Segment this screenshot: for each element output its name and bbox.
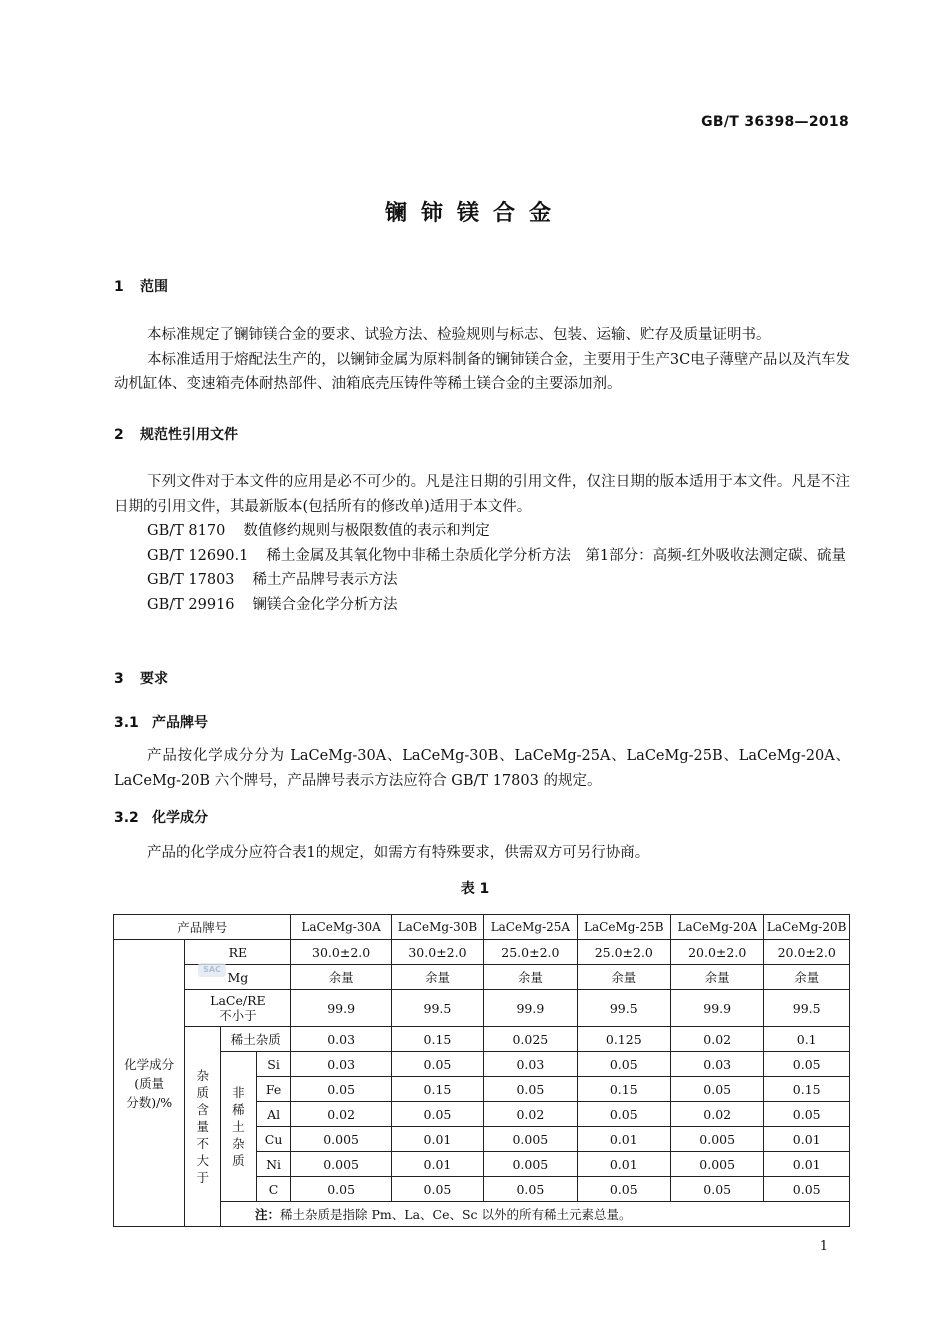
- row-label: Cu: [256, 1127, 291, 1152]
- cell: 0.05: [577, 1052, 670, 1077]
- label-line: 不小于: [219, 1008, 257, 1023]
- cell: 0.15: [577, 1077, 670, 1102]
- cell: 20.0±2.0: [670, 940, 763, 965]
- reference-title: 稀土金属及其氧化物中非稀土杂质化学分析方法 第1部分：高频-红外吸收法测定碳、硫量: [266, 547, 846, 564]
- section-number: 3.2: [114, 810, 139, 826]
- row-label: [185, 990, 291, 1027]
- composition-group-label: [114, 940, 185, 1227]
- cell: 0.15: [764, 1077, 850, 1102]
- cell: 0.01: [391, 1152, 483, 1177]
- cell: 0.05: [577, 1102, 670, 1127]
- cell: 30.0±2.0: [291, 940, 391, 965]
- label-char: 不: [196, 1136, 209, 1151]
- reference-item: [114, 544, 850, 569]
- label-char: 杂: [232, 1136, 245, 1151]
- section-title: 产品牌号: [152, 715, 208, 731]
- section-3-2-body: [114, 841, 850, 866]
- cell: 0.05: [484, 1077, 577, 1102]
- cell: 0.03: [291, 1052, 391, 1077]
- section-number: 3.1: [114, 715, 139, 731]
- grade-header: LaCeMg-25A: [484, 915, 577, 940]
- reference-item: [114, 568, 850, 593]
- cell: 30.0±2.0: [391, 940, 483, 965]
- reference-code: GB/T 29916: [147, 596, 235, 613]
- section-1-heading: [114, 276, 168, 296]
- row-label: 稀土杂质: [221, 1027, 291, 1052]
- section-3-heading: [114, 668, 168, 688]
- label-char: 量: [196, 1119, 209, 1134]
- row-label: Ni: [256, 1152, 291, 1177]
- table-header-row: [114, 915, 850, 940]
- paragraph: 本标准适用于熔配法生产的，以镧铈金属为原料制备的镧铈镁合金，主要用于生产3C电子薄壁产品以及汽车发动机缸体、变速箱壳体耐热部件、油箱底壳压铸件等稀土镁合金的主要添加剂。: [114, 351, 850, 392]
- reference-item: [114, 593, 850, 618]
- note-label: 注：: [255, 1206, 281, 1222]
- reference-title: 稀土产品牌号表示方法: [252, 572, 398, 588]
- reference-item: [114, 519, 850, 544]
- cell: 余量: [291, 965, 391, 990]
- cell: 0.005: [670, 1127, 763, 1152]
- cell: 99.5: [764, 990, 850, 1027]
- row-label: Fe: [256, 1077, 291, 1102]
- cell: 0.05: [764, 1102, 850, 1127]
- label-line: 分数)/%: [126, 1094, 173, 1110]
- label-char: 非: [232, 1085, 245, 1100]
- cell: 0.15: [391, 1027, 483, 1052]
- table-caption: 表 1: [460, 881, 490, 897]
- table-row-lace: [114, 990, 850, 1027]
- section-3-2-heading: [114, 807, 208, 827]
- reference-title: 镧镁合金化学分析方法: [252, 596, 398, 613]
- row-label: C: [256, 1177, 291, 1202]
- section-title: 范围: [140, 279, 168, 295]
- cell: 余量: [764, 965, 850, 990]
- cell: 余量: [577, 965, 670, 990]
- row-label: Mg: [185, 965, 291, 990]
- cell: 99.9: [484, 990, 577, 1027]
- cell: 0.005: [484, 1152, 577, 1177]
- page-number: 1: [819, 1239, 828, 1254]
- cell: 余量: [391, 965, 483, 990]
- cell: 0.05: [291, 1177, 391, 1202]
- cell: 0.01: [577, 1152, 670, 1177]
- grade-header: LaCeMg-20A: [670, 915, 763, 940]
- section-2-heading: [114, 424, 238, 444]
- table-row-re-impurity: [114, 1027, 850, 1052]
- label-char: 含: [196, 1102, 209, 1117]
- section-number: 3: [114, 671, 124, 687]
- section-3-1-body: [114, 744, 850, 793]
- table-note: [221, 1202, 850, 1227]
- cell: 0.02: [484, 1102, 577, 1127]
- chemical-composition-table: [113, 914, 850, 1227]
- cell: 0.01: [764, 1127, 850, 1152]
- cell: 0.05: [577, 1177, 670, 1202]
- row-label: Al: [256, 1102, 291, 1127]
- section-3-1-heading: [114, 712, 208, 732]
- table-row-si: [114, 1052, 850, 1077]
- paragraph: 产品的化学成分应符合表1的规定，如需方有特殊要求，供需双方可另行协商。: [147, 845, 650, 861]
- standard-code: GB/T 36398—2018: [701, 114, 849, 130]
- cell: 0.05: [764, 1052, 850, 1077]
- normative-references: [114, 470, 850, 617]
- cell: 20.0±2.0: [764, 940, 850, 965]
- cell: 余量: [484, 965, 577, 990]
- cell: 0.01: [391, 1127, 483, 1152]
- section-number: 1: [114, 279, 124, 295]
- paragraph: 本标准规定了镧铈镁合金的要求、试验方法、检验规则与标志、包装、运输、贮存及质量证明书。: [147, 327, 771, 343]
- cell: 0.005: [670, 1152, 763, 1177]
- cell: 0.01: [577, 1127, 670, 1152]
- section-title: 要求: [140, 671, 168, 687]
- reference-code: GB/T 8170: [147, 523, 226, 539]
- cell: 99.5: [391, 990, 483, 1027]
- cell: 99.9: [291, 990, 391, 1027]
- row-label: Si: [256, 1052, 291, 1077]
- section-title: 规范性引用文件: [140, 427, 238, 443]
- cell: 0.03: [670, 1052, 763, 1077]
- label-char: 杂: [196, 1068, 209, 1083]
- table-row-re: [114, 940, 850, 965]
- cell: 0.125: [577, 1027, 670, 1052]
- impurity-group-label: [185, 1027, 221, 1227]
- paragraph: 产品按化学成分分为 LaCeMg-30A、LaCeMg-30B、LaCeMg-25A、LaCeMg-25B、LaCeMg-20A、LaCeMg-20B 六个牌号，产品牌号表示方法应符合 GB/T 17803 的规定。: [114, 748, 850, 789]
- grade-header: LaCeMg-30A: [291, 915, 391, 940]
- label-char: 于: [196, 1170, 209, 1185]
- label-char: 土: [232, 1119, 245, 1134]
- label-char: 大: [196, 1153, 209, 1168]
- cell: 0.025: [484, 1027, 577, 1052]
- cell: 25.0±2.0: [484, 940, 577, 965]
- label-line: (质量: [134, 1075, 165, 1091]
- label-char: 质: [232, 1153, 245, 1168]
- watermark-logo: SAC: [198, 963, 226, 977]
- cell: 0.05: [764, 1177, 850, 1202]
- section-title: 化学成分: [152, 810, 208, 826]
- cell: 99.5: [577, 990, 670, 1027]
- label-char: 稀: [232, 1102, 245, 1117]
- cell: 余量: [670, 965, 763, 990]
- cell: 0.05: [291, 1077, 391, 1102]
- grade-header: LaCeMg-30B: [391, 915, 483, 940]
- cell: 0.05: [670, 1077, 763, 1102]
- cell: 0.15: [391, 1077, 483, 1102]
- cell: 0.02: [670, 1027, 763, 1052]
- label-line: LaCe/RE: [210, 993, 266, 1008]
- cell: 0.005: [484, 1127, 577, 1152]
- reference-code: GB/T 17803: [147, 572, 235, 588]
- cell: 0.01: [764, 1152, 850, 1177]
- cell: 0.05: [391, 1177, 483, 1202]
- cell: 0.005: [291, 1152, 391, 1177]
- header-label: 产品牌号: [114, 915, 291, 940]
- cell: 0.05: [670, 1177, 763, 1202]
- cell: 0.05: [391, 1052, 483, 1077]
- grade-header: LaCeMg-25B: [577, 915, 670, 940]
- grade-header: LaCeMg-20B: [764, 915, 850, 940]
- label-char: 质: [196, 1085, 209, 1100]
- cell: 0.02: [670, 1102, 763, 1127]
- cell: 0.1: [764, 1027, 850, 1052]
- cell: 0.03: [484, 1052, 577, 1077]
- cell: 0.03: [291, 1027, 391, 1052]
- cell: 25.0±2.0: [577, 940, 670, 965]
- table-note-row: [114, 1202, 850, 1227]
- cell: 99.9: [670, 990, 763, 1027]
- cell: 0.005: [291, 1127, 391, 1152]
- section-1-body: [114, 323, 850, 397]
- cell: 0.05: [391, 1102, 483, 1127]
- document-title: 镧铈镁合金: [384, 201, 565, 226]
- cell: 0.02: [291, 1102, 391, 1127]
- paragraph: 下列文件对于本文件的应用是必不可少的。凡是注日期的引用文件，仅注日期的版本适用于本文件。凡是不注日期的引用文件，其最新版本(包括所有的修改单)适用于本文件。: [114, 474, 850, 515]
- non-re-impurity-label: [221, 1052, 257, 1202]
- note-text: 稀土杂质是指除 Pm、La、Ce、Sc 以外的所有稀土元素总量。: [280, 1206, 632, 1222]
- row-label: RE: [185, 940, 291, 965]
- label-line: 化学成分: [124, 1056, 175, 1072]
- reference-code: GB/T 12690.1: [147, 547, 249, 564]
- section-number: 2: [114, 427, 124, 443]
- cell: 0.05: [484, 1177, 577, 1202]
- reference-title: 数值修约规则与极限数值的表示和判定: [243, 523, 490, 539]
